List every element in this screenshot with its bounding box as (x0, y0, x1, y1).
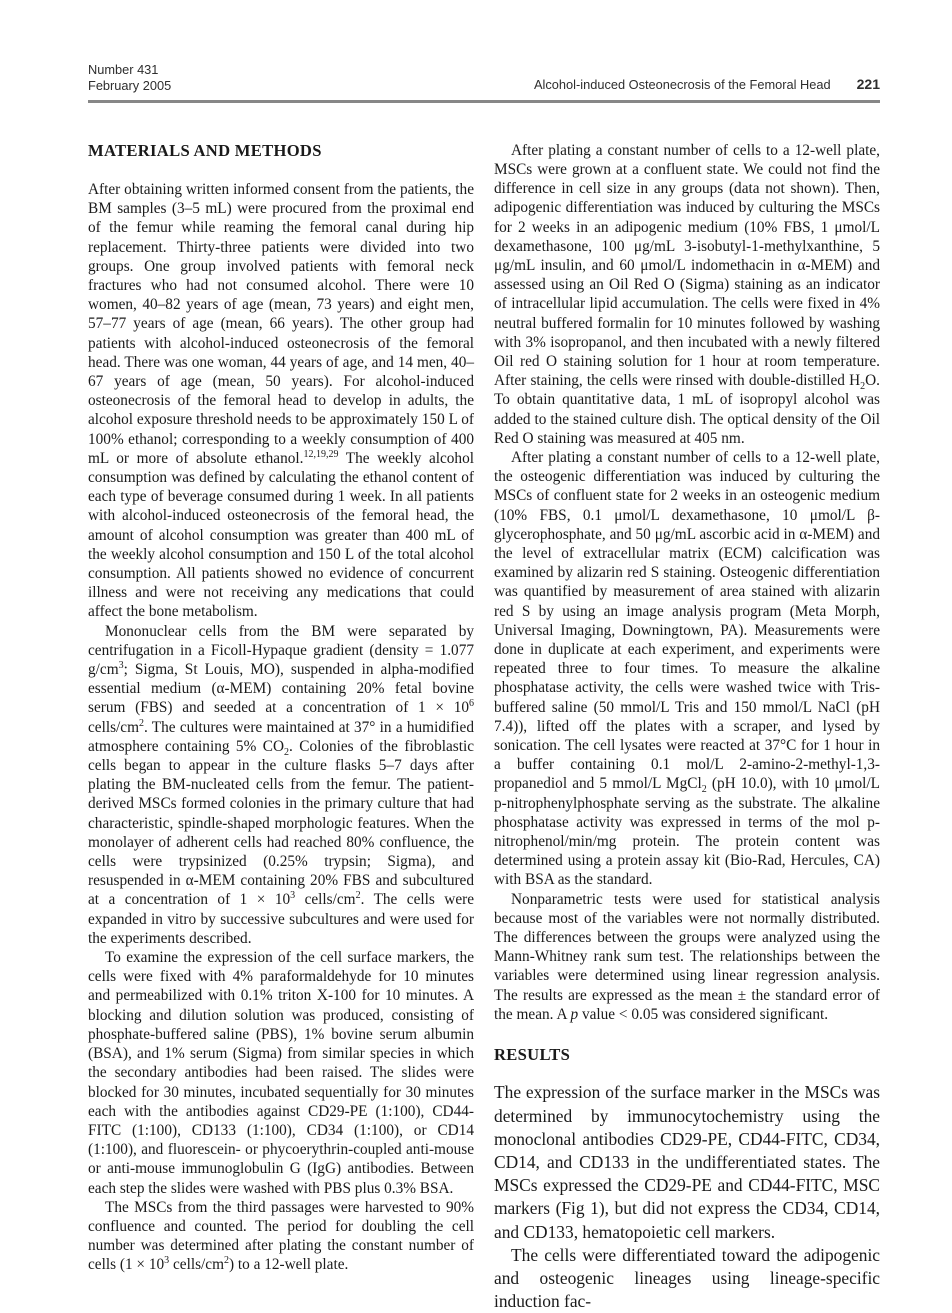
issue-number: Number 431 (88, 62, 159, 77)
running-header (88, 62, 880, 100)
running-title: Alcohol-induced Osteonecrosis of the Femoral Head (534, 76, 831, 92)
paragraph: The expression of the surface marker in the MSCs was determined by immunocytochemistry using the monoclonal antibodies CD29-PE, CD44-FITC, CD34, CD14, and CD133 in the undifferentiated states. The MSCs expressed the CD29-PE and CD44-FITC, MSC markers (Fig 1), but did not express the CD34, CD14, and CD133, hematopoietic cell markers. (494, 1082, 880, 1242)
journal-page (88, 62, 880, 1313)
paragraph: To examine the expression of the cell surface markers, the cells were fixed with 4% paraformaldehyde for 10 minutes and permeabilized with 0.1% triton X-100 for 10 minutes. A blocking and dilution solution was produced, consisting of phosphate-buffered saline (PBS), 1% bovine serum albumin (BSA), and 1% serum (Sigma) from similar species in which the secondary antibodies had been raised. The slides were blocked for 30 minutes, incubated sequentially for 30 minutes each with the antibodies against CD29-PE (1:100), CD44-FITC (1:100), CD133 (1:100), CD34 (1:100), or CD14 (1:100), and fluorescein- or phycoerythrin-coupled anti-mouse or anti-mouse immunoglobulin G (IgG) antibodies. Between each step the slides were washed with PBS plus 0.3% BSA. (88, 949, 474, 1197)
materials-and-methods-heading: MATERIALS AND METHODS (88, 140, 322, 160)
paragraph: After obtaining written informed consent from the patients, the BM samples (3–5 mL) were procured from the proximal end of the femur while reaming the femoral canal during hip replacement. Thirty-three patients were divided into two groups. One group involved patients with femoral neck fractures who had not consumed alcohol. There were 10 women, 40–82 years of age (mean, 73 years) and eight men, 57–77 years of age (mean, 66 years). The other group had patients with alcohol-induced osteonecrosis of the femoral head. There was one woman, 44 years of age, and 14 men, 40–67 years of age (mean, 50 years). For alcohol-induced osteonecrosis of the femoral head to develop in adults, the alcohol exposure threshold needs to be approximately 150 L of 100% ethanol; corresponding to a weekly consumption of 400 mL or more of absolute ethanol.$^{12,19,29}$ The weekly alcohol consumption was defined by calculating the ethanol content of each type of beverage consumed during 1 week. In all patients with alcohol-induced osteonecrosis of the femoral head, the amount of alcohol consumption was greater than 400 mL of the weekly alcohol consumption and 150 L of the total alcohol consumption. All patients showed no evidence of concurrent illness and were not receiving any medications that could affect the bone metabolism. (88, 180, 474, 621)
article-body (88, 141, 880, 1313)
paragraph: After plating a constant number of cells to a 12-well plate, MSCs were grown at a confluent state. We could not find the difference in cell size in any groups (data not shown). Then, adipogenic differentiation was induced by culturing the MSCs for 2 weeks in an adipogenic medium (10% FBS, 1 μmol/L dexamethasone, 100 μg/mL 3-isobutyl-1-methylxanthine, 5 μg/mL insulin, and 60 μmol/L indomethacin in α-MEM) and assessed using an Oil Red O (Sigma) staining as an indicator of intracellular lipid accumulation. The cells were fixed in 4% neutral buffered formalin for 10 minutes followed by washing with 3% isopropanol, and then incubated with a newly filtered Oil red O staining solution for 1 hour at room temperature. After staining, the cells were rinsed with double-distilled $H_2O$. To obtain quantitative data, 1 mL of isopropyl alcohol was added to the stained culture dish. The optical density of the Oil Red O staining was measured at 405 nm. (494, 141, 880, 447)
paragraph: Mononuclear cells from the BM were separated by centrifugation in a Ficoll-Hypaque gradient (density = 1.077 $g/cm^3$; Sigma, St Louis, MO), suspended in alpha-modified essential medium (α-MEM) containing 20% fetal bovine serum (FBS) and seeded at a concentration of $1 \times 10^6$ cells/$cm^2$. The cultures were maintained at 37° in a humidified atmosphere containing 5% $CO_2$. Colonies of the fibroblastic cells began to appear in the culture flasks 5–7 days after plating the BM-nucleated cells from the femur. The patient-derived MSCs formed colonies in the primary culture that had characteristic, spindle-shaped morphologic features. When the monolayer of adherent cells had reached 80% confluence, the cells were trypsinized (0.25% trypsin; Sigma), and resuspended in α-MEM containing 20% FBS and subcultured at a concentration of $1 \times 10^3$ cells/$cm^2$. The cells were expanded in vitro by successive subcultures and were used for the experiments described. (88, 622, 475, 947)
paragraph: Nonparametric tests were used for statistical analysis because most of the variables were not normally distributed. The differences between the groups were analyzed using the Mann-Whitney rank sum test. The relationships between the variables were determined using linear regression analysis. The results are expressed as the mean ± the standard error of the mean. A p value < 0.05 was considered significant. (494, 890, 880, 1023)
running-title-block (534, 76, 880, 95)
right-column (494, 141, 880, 1313)
paragraph: After plating a constant number of cells to a 12-well plate, the osteogenic differentiation was induced by culturing the MSCs of confluent state for 2 weeks in an osteogenic medium (10% FBS, 0.1 μmol/L dexamethasone, 10 μmol/L β-glycerophosphate, and 50 μg/mL ascorbic acid in α-MEM) and the level of extracellular matrix (ECM) calcification was examined by alizarin red S staining. Osteogenic differentiation was quantified by measurement of area stained with alizarin red S by using an image analysis program (Meta Morph, Universal Imaging, Downingtown, PA). Measurements were done in duplicate at each experiment, and experiments were repeated three to four times. To measure the alkaline phosphatase activity, the cells were washed twice with Tris-buffered saline (50 mmol/L Tris and 150 mmol/L NaCl (pH 7.4)), lifted off the plates with a scraper, and lysed by sonication. The cell lysates were reacted at 37°C for 1 hour in a buffer containing 0.1 mol/L 2-amino-2-methyl-1,3-propanediol and 5 mmol/L MgCl$_2$ (pH 10.0), with 10 μmol/L p-nitrophenylphosphate serving as the substrate. The alkaline phosphatase activity was expressed in terms of the mol p-nitrophenol/min/mg protein. The protein content was determined using a protein assay kit (Bio-Rad, Hercules, CA) with BSA as the standard. (494, 449, 880, 889)
issue-date: February 2005 (88, 78, 172, 94)
issue-info (88, 62, 171, 95)
header-rule (88, 100, 880, 103)
results-heading: RESULTS (494, 1045, 571, 1065)
methods-text-right (494, 141, 880, 1024)
paragraph: The cells were differentiated toward the adipogenic and osteogenic lineages using lineage-specific induction fac- (494, 1244, 880, 1312)
results-text (494, 1081, 880, 1313)
methods-text-left (88, 180, 474, 1275)
page-number: 221 (856, 75, 880, 92)
left-column (88, 141, 474, 1313)
paragraph: The MSCs from the third passages were harvested to 90% confluence and counted. The period for doubling the cell number was determined after plating the constant number of cells ($1 \times 10^3$ cells/$cm^2$) to a 12-well plate. (88, 1198, 474, 1274)
